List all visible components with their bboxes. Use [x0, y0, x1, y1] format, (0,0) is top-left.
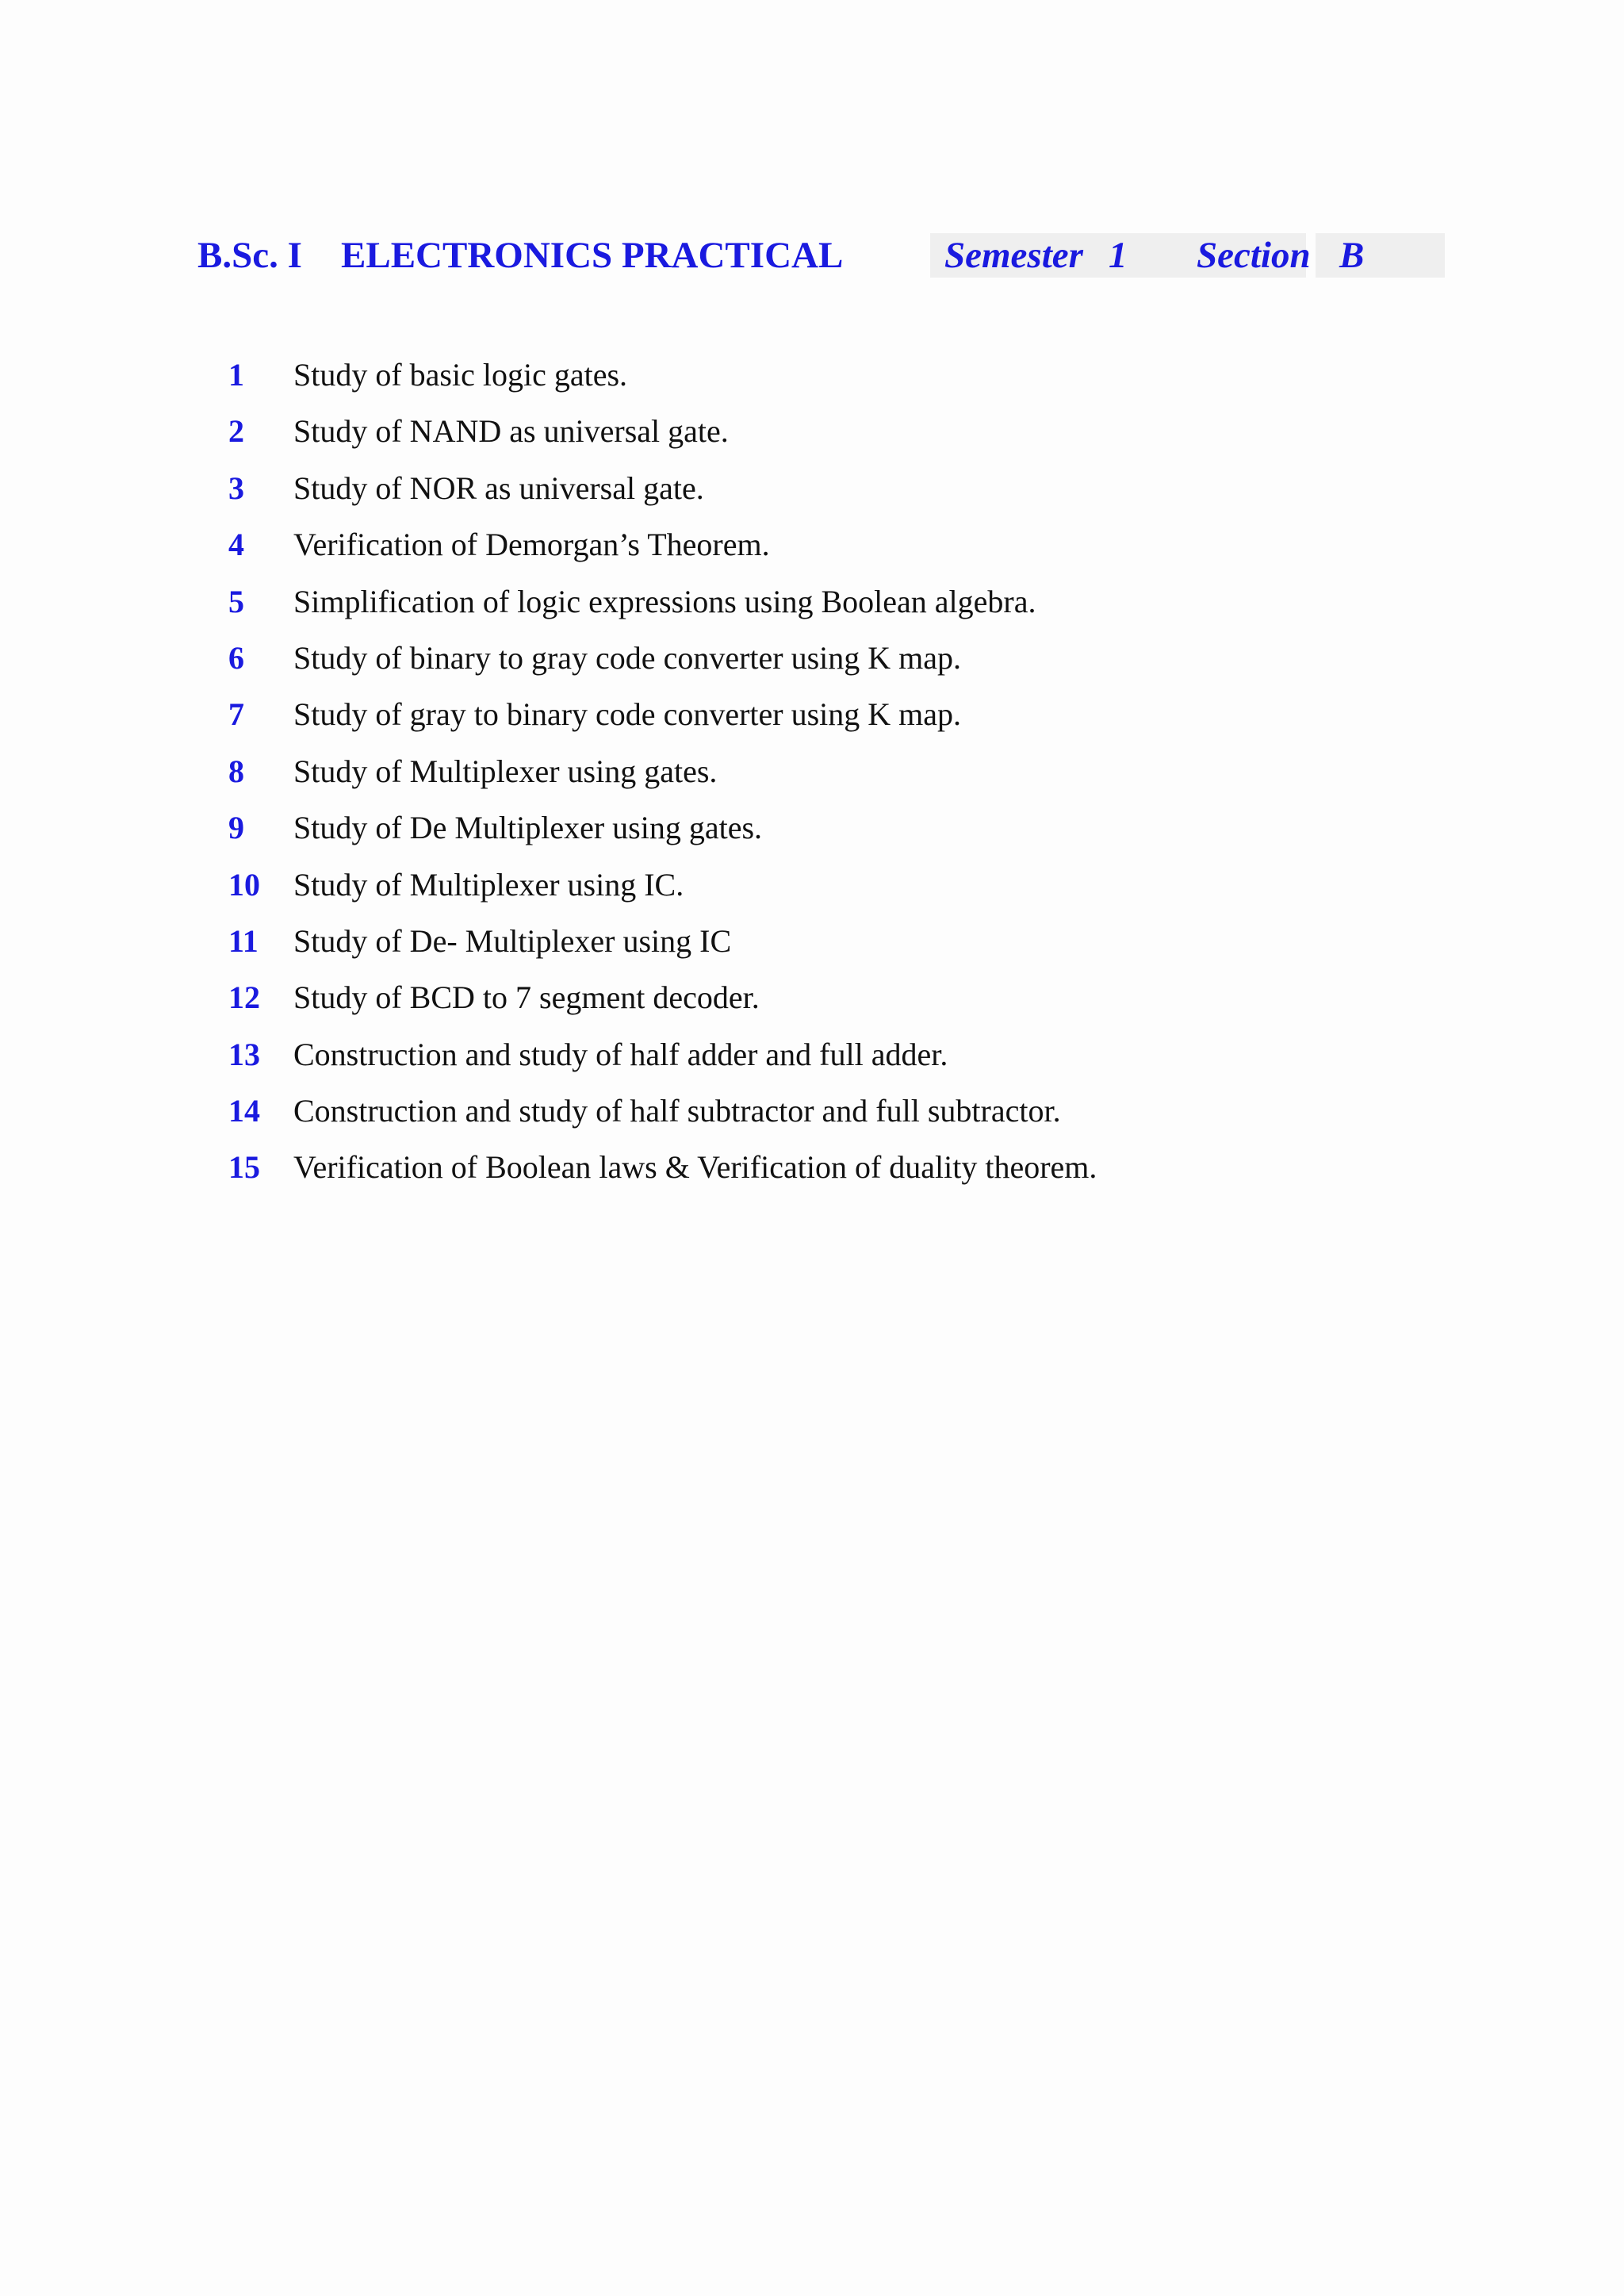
list-item: [0, 1145, 1624, 1202]
item-title: Verification of Demorgan’s Theorem.: [293, 527, 770, 563]
item-number: 5: [228, 583, 244, 619]
item-title: Verification of Boolean laws & Verification of duality theorem.: [293, 1149, 1097, 1186]
list-item: [0, 353, 1624, 409]
item-number: 11: [228, 922, 259, 959]
semester-value: 1: [1109, 235, 1128, 276]
item-number: 4: [228, 527, 244, 563]
list-item: [0, 976, 1624, 1032]
item-title: Study of basic logic gates.: [293, 357, 628, 393]
section-label: Section: [1197, 235, 1311, 276]
subject-title: ELECTRONICS PRACTICAL: [341, 235, 844, 276]
section-value: B: [1339, 235, 1365, 276]
item-number: 15: [228, 1149, 260, 1186]
list-item: [0, 466, 1624, 523]
item-title: Simplification of logic expressions using Boolean algebra.: [293, 583, 1036, 619]
item-number: 12: [228, 979, 260, 1016]
item-title: Study of gray to binary code converter using K map.: [293, 696, 962, 733]
list-item: [0, 409, 1624, 466]
item-title: Study of De Multiplexer using gates.: [293, 810, 763, 846]
item-number: 7: [228, 696, 244, 733]
list-item: [0, 806, 1624, 862]
item-title: Construction and study of half adder and full adder.: [293, 1036, 948, 1072]
item-number: 3: [228, 470, 244, 506]
list-item: [0, 692, 1624, 749]
list-item: [0, 1033, 1624, 1089]
item-number: 1: [228, 357, 244, 393]
item-number: 6: [228, 639, 244, 676]
list-item: [0, 919, 1624, 976]
list-item: [0, 636, 1624, 692]
item-number: 8: [228, 753, 244, 789]
list-item: [0, 523, 1624, 579]
item-title: Study of NAND as universal gate.: [293, 413, 729, 450]
item-number: 2: [228, 413, 244, 450]
item-title: Study of binary to gray code converter using K map.: [293, 639, 962, 676]
item-number: 14: [228, 1093, 260, 1129]
item-title: Study of BCD to 7 segment decoder.: [293, 979, 760, 1016]
list-item: [0, 749, 1624, 806]
list-item: [0, 863, 1624, 919]
item-title: Study of Multiplexer using IC.: [293, 866, 684, 903]
item-title: Construction and study of half subtractor and full subtractor.: [293, 1093, 1061, 1129]
item-number: 13: [228, 1036, 260, 1072]
course-label: B.Sc. I: [197, 235, 302, 276]
list-item: [0, 580, 1624, 636]
item-number: 9: [228, 810, 244, 846]
section-highlight: [1316, 233, 1445, 278]
semester-label: Semester: [944, 235, 1083, 276]
experiment-list: [0, 353, 1624, 1202]
item-title: Study of NOR as universal gate.: [293, 470, 704, 506]
list-item: [0, 1089, 1624, 1145]
item-number: 10: [228, 866, 260, 903]
item-title: Study of Multiplexer using gates.: [293, 753, 718, 789]
item-title: Study of De- Multiplexer using IC: [293, 922, 732, 959]
document-header: [0, 230, 1624, 281]
